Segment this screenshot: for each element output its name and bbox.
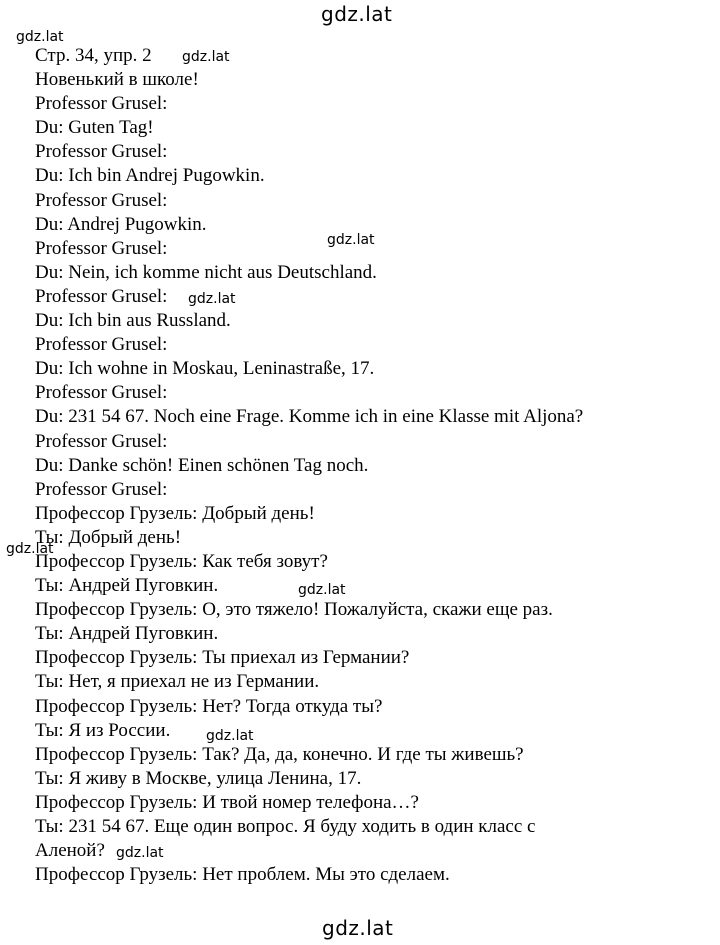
translation-line: Профессор Грузель: Добрый день!	[35, 502, 315, 524]
translation-line: Ты: Добрый день!	[35, 526, 182, 548]
dialogue-line: Du: Guten Tag!	[35, 117, 154, 139]
dialogue-line: Professor Grusel:	[35, 93, 168, 115]
dialogue-line: Professor Grusel:	[35, 382, 168, 404]
watermark: gdz.lat	[182, 49, 230, 65]
dialogue-line: Du: Ich bin Andrej Pugowkin.	[35, 165, 265, 187]
watermark: gdz.lat	[116, 845, 164, 861]
translation-line: Ты: Нет, я приехал не из Германии.	[35, 671, 320, 693]
dialogue-line: Professor Grusel:	[35, 189, 168, 211]
dialogue-title: Новенький в школе!	[35, 69, 199, 91]
watermark: gdz.lat	[188, 291, 236, 307]
dialogue-line: Du: Nein, ich komme nicht aus Deutschland.	[35, 261, 377, 283]
dialogue-line: Du: Andrej Pugowkin.	[35, 213, 207, 235]
translation-line: Профессор Грузель: Нет? Тогда откуда ты?	[35, 695, 383, 717]
translation-line: Профессор Грузель: Нет проблем. Мы это сделаем.	[35, 864, 450, 886]
watermark: gdz.lat	[6, 541, 54, 557]
dialogue-line: Du: Ich bin aus Russland.	[35, 310, 231, 332]
watermark: gdz.lat	[322, 916, 394, 940]
document-body	[35, 44, 705, 887]
translation-line: Ты: Я живу в Москве, улица Ленина, 17.	[35, 767, 362, 789]
dialogue-line: Professor Grusel:	[35, 430, 168, 452]
translation-line: Аленой?	[35, 840, 105, 862]
translation-line: Ты: 231 54 67. Еще один вопрос. Я буду ходить в один класс с	[35, 816, 536, 837]
translation-line: Ты: Андрей Пуговкин.	[35, 623, 219, 645]
dialogue-line: Du: 231 54 67. Noch eine Frage. Komme ich in eine Klasse mit Aljona?	[35, 406, 584, 428]
translation-line: Профессор Грузель: Ты приехал из Германии?	[35, 647, 410, 669]
translation-line: Профессор Грузель: И твой номер телефона…?	[35, 791, 419, 813]
dialogue-line: Professor Grusel:	[35, 237, 168, 259]
dialogue-line: Professor Grusel:	[35, 334, 168, 356]
dialogue-line: Professor Grusel:	[35, 141, 168, 163]
dialogue-line: Du: Ich wohne in Moskau, Leninastraße, 17.	[35, 358, 375, 380]
exercise-reference: Стр. 34, упр. 2	[35, 45, 152, 66]
watermark: gdz.lat	[327, 232, 375, 248]
watermark: gdz.lat	[321, 2, 393, 26]
dialogue-line: Du: Danke schön! Einen schönen Tag noch.	[35, 454, 369, 476]
watermark: gdz.lat	[16, 29, 64, 45]
dialogue-line: Professor Grusel:	[35, 478, 168, 500]
translation-line: Профессор Грузель: Так? Да, да, конечно. И где ты живешь?	[35, 743, 524, 765]
translation-line: Ты: Андрей Пуговкин.	[35, 575, 219, 597]
translation-line: Профессор Грузель: О, это тяжело! Пожалуйста, скажи еще раз.	[35, 599, 553, 621]
watermark: gdz.lat	[206, 728, 254, 744]
watermark: gdz.lat	[298, 582, 346, 598]
translation-line: Профессор Грузель: Как тебя зовут?	[35, 550, 328, 572]
dialogue-line: Professor Grusel:	[35, 285, 168, 307]
translation-line: Ты: Я из России.	[35, 719, 171, 741]
